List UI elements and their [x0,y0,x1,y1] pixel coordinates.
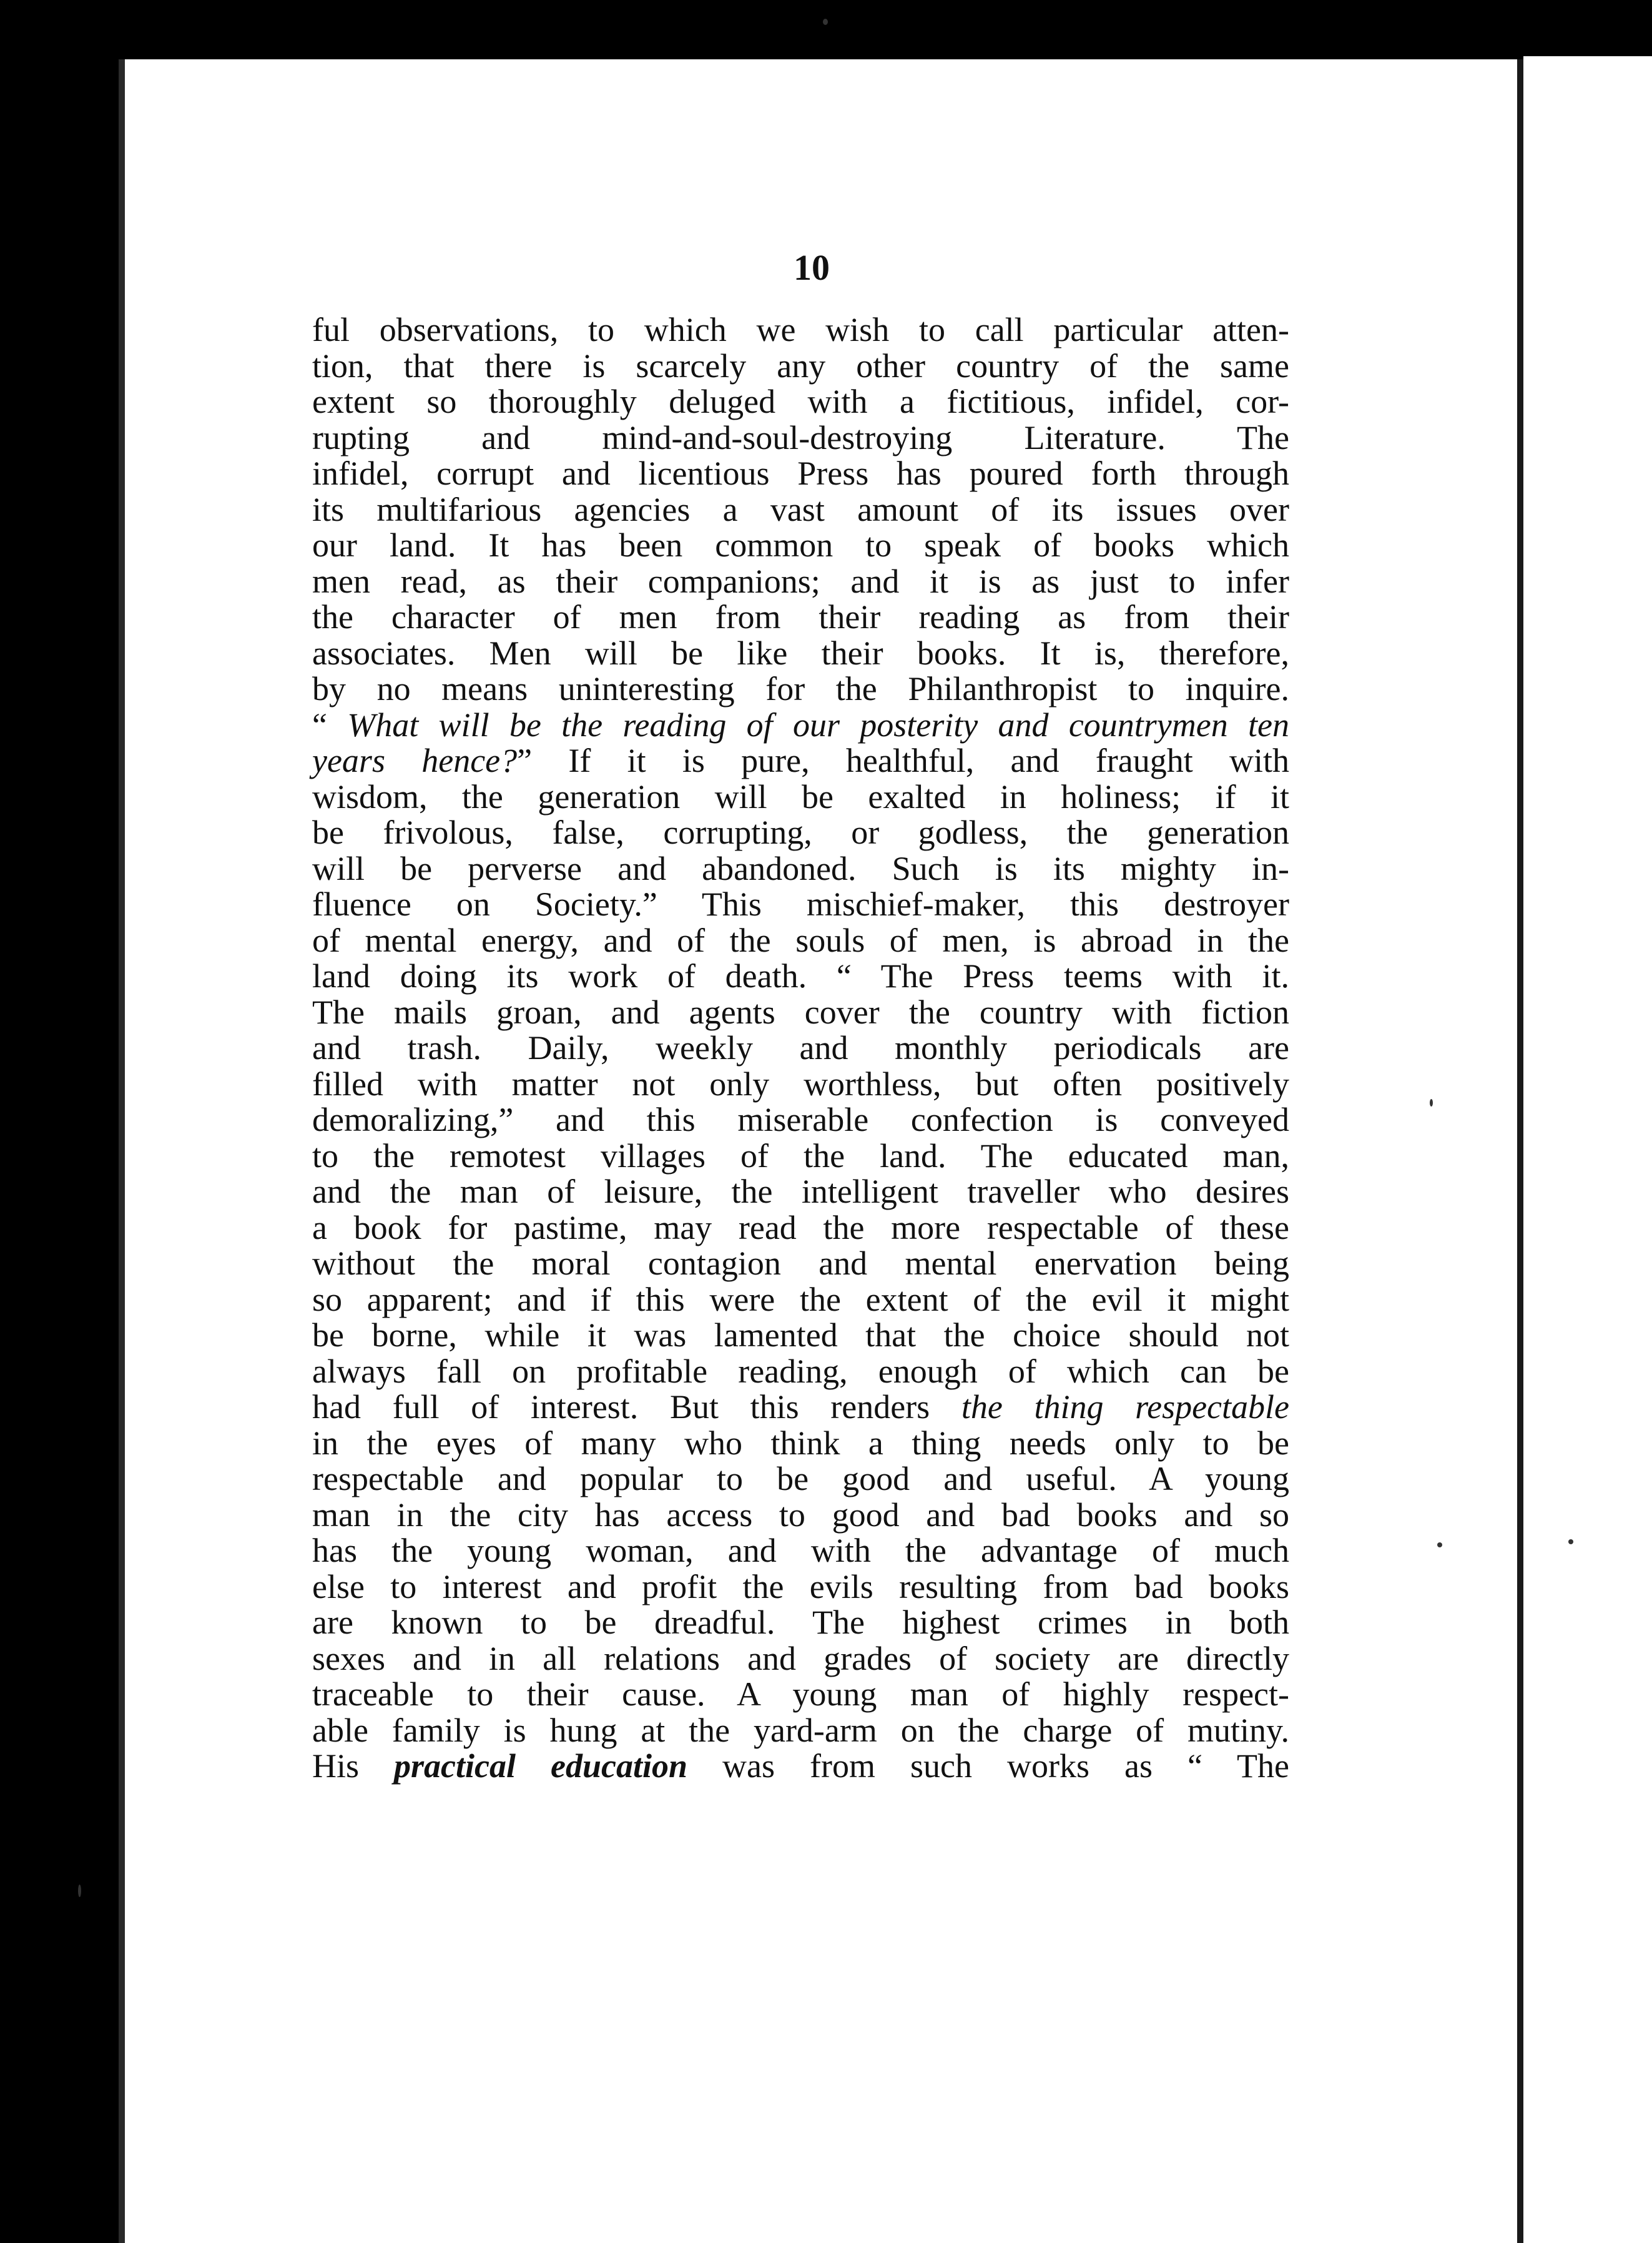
scan-speck [823,19,828,25]
text-line [312,851,1289,887]
text-line [312,923,1289,959]
text-segment: will be perverse and abandoned. Such is its mighty in- [312,849,1289,887]
text-line [312,1533,1289,1569]
text-segment: demoralizing,” and this miserable confection is conveyed [312,1101,1289,1138]
text-segment: fluence on Society.” This mischief-maker, this destroyer [312,885,1289,923]
text-line [312,995,1289,1031]
scan-speck [1568,1539,1573,1544]
text-line [312,528,1289,564]
text-segment: and the man of leisure, the intelligent traveller who desires [312,1173,1289,1210]
text-line [312,1497,1289,1534]
facing-page-edge [1523,56,1652,2243]
text-line [312,1030,1289,1067]
text-line [312,959,1289,995]
text-line [312,671,1289,707]
text-line [312,1713,1289,1749]
text-segment: be frivolous, false, corrupting, or godless, the generation [312,814,1289,851]
text-segment: to the remotest villages of the land. The educated man, [312,1136,1289,1175]
text-line [312,384,1289,420]
text-line [312,707,1289,744]
page-edge-shadow [119,59,125,2243]
text-segment: men read, as their companions; and it is as just to infer [312,562,1289,600]
text-line [312,1748,1289,1785]
text-line [312,1677,1289,1713]
text-segment: extent so thoroughly deluged with a fictitious, infidel, cor- [312,383,1289,420]
text-line [312,1318,1289,1354]
text-line [312,1605,1289,1641]
text-line [312,1246,1289,1282]
text-segment: tion, that there is scarcely any other country of the same [312,347,1289,385]
text-segment: its multifarious agencies a vast amount of its issues over [312,490,1289,528]
text-segment: man in the city has access to good and bad books and so [312,1496,1289,1534]
body-text [312,312,1289,1785]
text-segment: wisdom, the generation will be exalted in holiness; if it [312,777,1289,816]
text-line [312,1426,1289,1462]
text-segment: the thing respectable [961,1388,1289,1426]
text-line [312,636,1289,672]
text-line [312,1210,1289,1246]
text-segment: else to interest and profit the evils resulting from bad books [312,1567,1289,1605]
text-segment: practical education [394,1747,688,1785]
text-segment: years hence? [312,742,518,779]
text-segment: of mental energy, and of the souls of men, is abroad in the [312,921,1289,959]
text-segment: so apparent; and if this were the extent of the evil it might [312,1280,1289,1318]
text-segment: our land. It has been common to speak of books which [312,526,1289,564]
text-line [312,564,1289,600]
text-segment: a book for pastime, may read the more respectable of these [312,1208,1289,1246]
text-line [312,1102,1289,1138]
scan-speck [78,1885,81,1897]
text-line [312,312,1289,348]
text-line [312,1389,1289,1426]
text-segment: ful observations, to which we wish to call particular atten- [312,311,1289,348]
text-line [312,1067,1289,1103]
text-line [312,456,1289,492]
text-line [312,492,1289,528]
text-segment: What will be the reading of our posterity and countrymen ten [347,706,1290,744]
text-line [312,887,1289,923]
text-segment: without the moral contagion and mental enervation being [312,1245,1289,1282]
text-segment: able family is hung at the yard-arm on the charge of mutiny. [312,1711,1289,1749]
text-segment: are known to be dreadful. The highest crimes in both [312,1604,1289,1641]
text-segment: filled with matter not only worthless, but often positively [312,1065,1289,1103]
text-line [312,779,1289,816]
text-segment: associates. Men will be like their books. It is, therefore, [312,634,1289,672]
text-segment: has the young woman, and with the advantage of much [312,1532,1289,1569]
scan-speck [1437,1542,1442,1547]
text-segment: always fall on profitable reading, enough of which can be [312,1352,1289,1390]
text-segment: and trash. Daily, weekly and monthly periodicals are [312,1029,1289,1067]
text-segment: ” If it is pure, healthful, and fraught with [517,742,1289,779]
text-segment: the character of men from their reading as from their [312,598,1289,636]
text-line [312,420,1289,456]
text-segment: His [312,1747,395,1785]
text-segment: “ [312,706,348,744]
text-line [312,348,1289,385]
text-segment: was from such works as “ The [687,1747,1290,1785]
text-line [312,599,1289,636]
text-line [312,1461,1289,1497]
text-line [312,1569,1289,1605]
text-segment: sexes and in all relations and grades of society are directly [312,1639,1289,1677]
text-line [312,1174,1289,1210]
text-segment: infidel, corrupt and licentious Press has poured forth through [312,455,1289,492]
text-segment: be borne, while it was lamented that the choice should not [312,1316,1289,1354]
text-segment: traceable to their cause. A young man of highly respect- [312,1675,1289,1713]
text-segment: respectable and popular to be good and useful. A young [312,1460,1289,1497]
text-segment: in the eyes of many who think a thing needs only to be [312,1424,1289,1462]
text-segment: rupting and mind-and-soul-destroying Literature. The [312,418,1289,456]
text-line [312,1641,1289,1677]
page-number: 10 [794,247,830,288]
text-segment: by no means uninteresting for the Philanthropist to inquire. [312,670,1289,707]
text-segment: The mails groan, and agents cover the country with fiction [312,993,1289,1031]
scan-speck [1430,1099,1433,1107]
text-line [312,1138,1289,1175]
text-line [312,1282,1289,1318]
text-line [312,1354,1289,1390]
text-segment: land doing its work of death. “ The Press teems with it. [312,957,1289,995]
text-segment: had full of interest. But this renders [312,1388,961,1426]
text-line [312,743,1289,779]
text-line [312,815,1289,851]
